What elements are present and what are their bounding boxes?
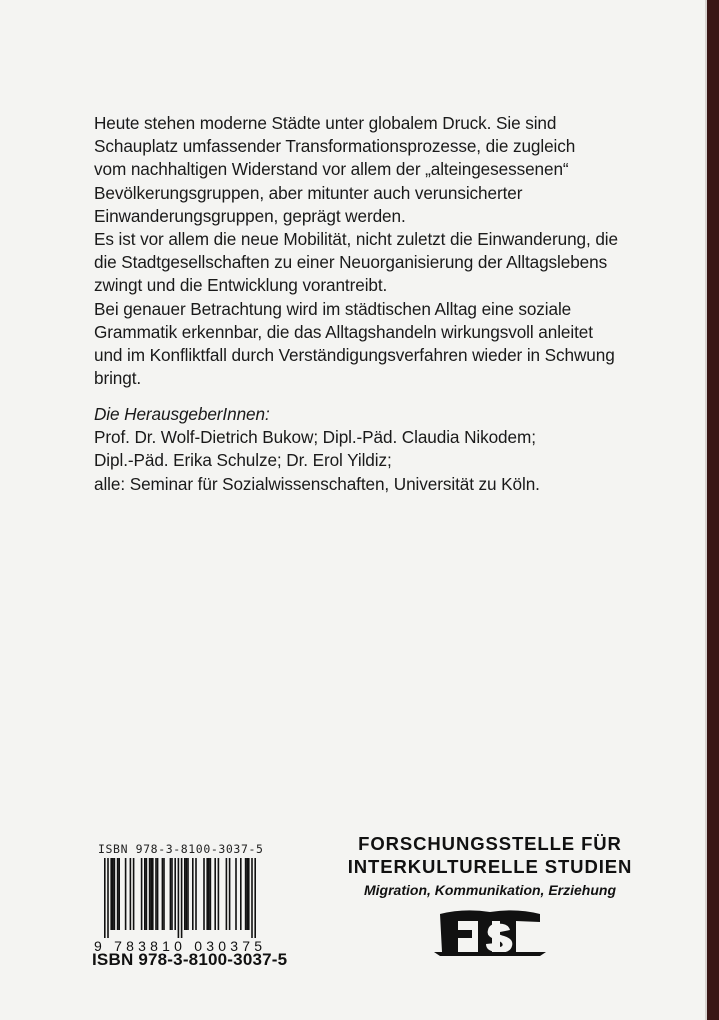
publisher-block [330, 832, 650, 958]
barcode-bar [174, 858, 176, 930]
barcode-bar [112, 858, 114, 930]
book-spine [707, 0, 719, 1020]
barcode-bar [254, 858, 256, 938]
barcode-bar [246, 858, 248, 930]
barcode-bar [149, 858, 151, 930]
barcode-bar [104, 858, 106, 938]
barcode-bar [248, 858, 250, 930]
barcode-bar [141, 858, 143, 930]
barcode-bar [181, 858, 183, 938]
publisher-name-line1: FORSCHUNGSSTELLE FÜR [358, 833, 622, 854]
barcode-bar [155, 858, 157, 930]
barcode-bar [178, 858, 180, 938]
barcode-bar [240, 858, 242, 930]
editors-label: Die HerausgeberInnen: [94, 404, 270, 424]
barcode-bar [114, 858, 116, 930]
blurb-paragraph-1: Heute stehen moderne Städte unter globalem Druck. Sie sind Schauplatz umfassender Transformationsprozesse, die zugleich vom nachhaltigen Widerstand vor allem der „alteingesessenen“ Bevölkerungsgruppen, aber mitunter auch verunsicherter Einwanderungsgruppen, geprägt werden. [94, 113, 576, 226]
editors-section [94, 403, 654, 496]
barcode-bar [192, 858, 194, 930]
barcode-bar [245, 858, 247, 930]
barcode-bar [133, 858, 135, 930]
barcode-bar [208, 858, 210, 930]
barcode-image [92, 858, 268, 954]
barcode-bar [218, 858, 220, 930]
barcode-bar [162, 858, 164, 930]
barcode-bar [146, 858, 148, 930]
blurb-paragraph-2: Es ist vor allem die neue Mobilität, nicht zuletzt die Einwanderung, die die Stadtgesellschaften zu einer Neuorganisierung der Alltagslebens zwingt und die Entwicklung vorantreibt. [94, 229, 618, 296]
barcode-bar [150, 858, 152, 930]
barcode-bar [107, 858, 109, 938]
barcode-bar [203, 858, 205, 930]
isbn-bottom-text: ISBN 978-3-8100-3037-5 [92, 950, 288, 969]
barcode-bar [186, 858, 188, 930]
blurb-paragraph-3: Bei genauer Betrachtung wird im städtischen Alltag eine soziale Grammatik erkennbar, die das Alltagshandeln wirkungsvoll anleitet und im Konfliktfall durch Verständigungsverfahren wieder in Schwung bringt. [94, 298, 615, 389]
barcode-digits: 9 783810 030375 [94, 938, 262, 954]
editors-line: alle: Seminar für Sozialwissenschaften, Universität zu Köln. [94, 473, 540, 494]
barcode-bar [206, 858, 208, 930]
barcode-bar [157, 858, 159, 930]
fist-logo [434, 908, 546, 958]
barcode-bar [152, 858, 154, 930]
barcode-bar [171, 858, 173, 930]
barcode-bar [195, 858, 197, 930]
barcode-bar [226, 858, 228, 930]
barcode-bar [110, 858, 112, 930]
barcode-bar [235, 858, 237, 930]
barcode-bar [251, 858, 253, 938]
barcode-bar [117, 858, 119, 930]
blurb-text [94, 112, 654, 390]
barcode-bar [210, 858, 212, 930]
editors-line: Dipl.-Päd. Erika Schulze; Dr. Erol Yildiz; [94, 450, 392, 471]
barcode-block [92, 842, 292, 954]
editors-line: Prof. Dr. Wolf-Dietrich Bukow; Dipl.-Päd. Claudia Nikodem; [94, 427, 536, 448]
barcode-bar [184, 858, 186, 930]
isbn-top-text: ISBN 978-3-8100-3037-5 [98, 842, 264, 856]
barcode-bar [229, 858, 231, 930]
barcode-bar [163, 858, 165, 930]
barcode-bar [170, 858, 172, 930]
barcode-bar [130, 858, 132, 930]
barcode-bar [118, 858, 120, 930]
publisher-name-line2: INTERKULTURELLE STUDIEN [347, 856, 633, 877]
barcode-bar [144, 858, 146, 930]
barcode-bar [187, 858, 189, 930]
publisher-subtitle: Migration, Kommunikation, Erziehung [364, 882, 616, 898]
barcode-bar [125, 858, 127, 930]
barcode-bar [214, 858, 216, 930]
